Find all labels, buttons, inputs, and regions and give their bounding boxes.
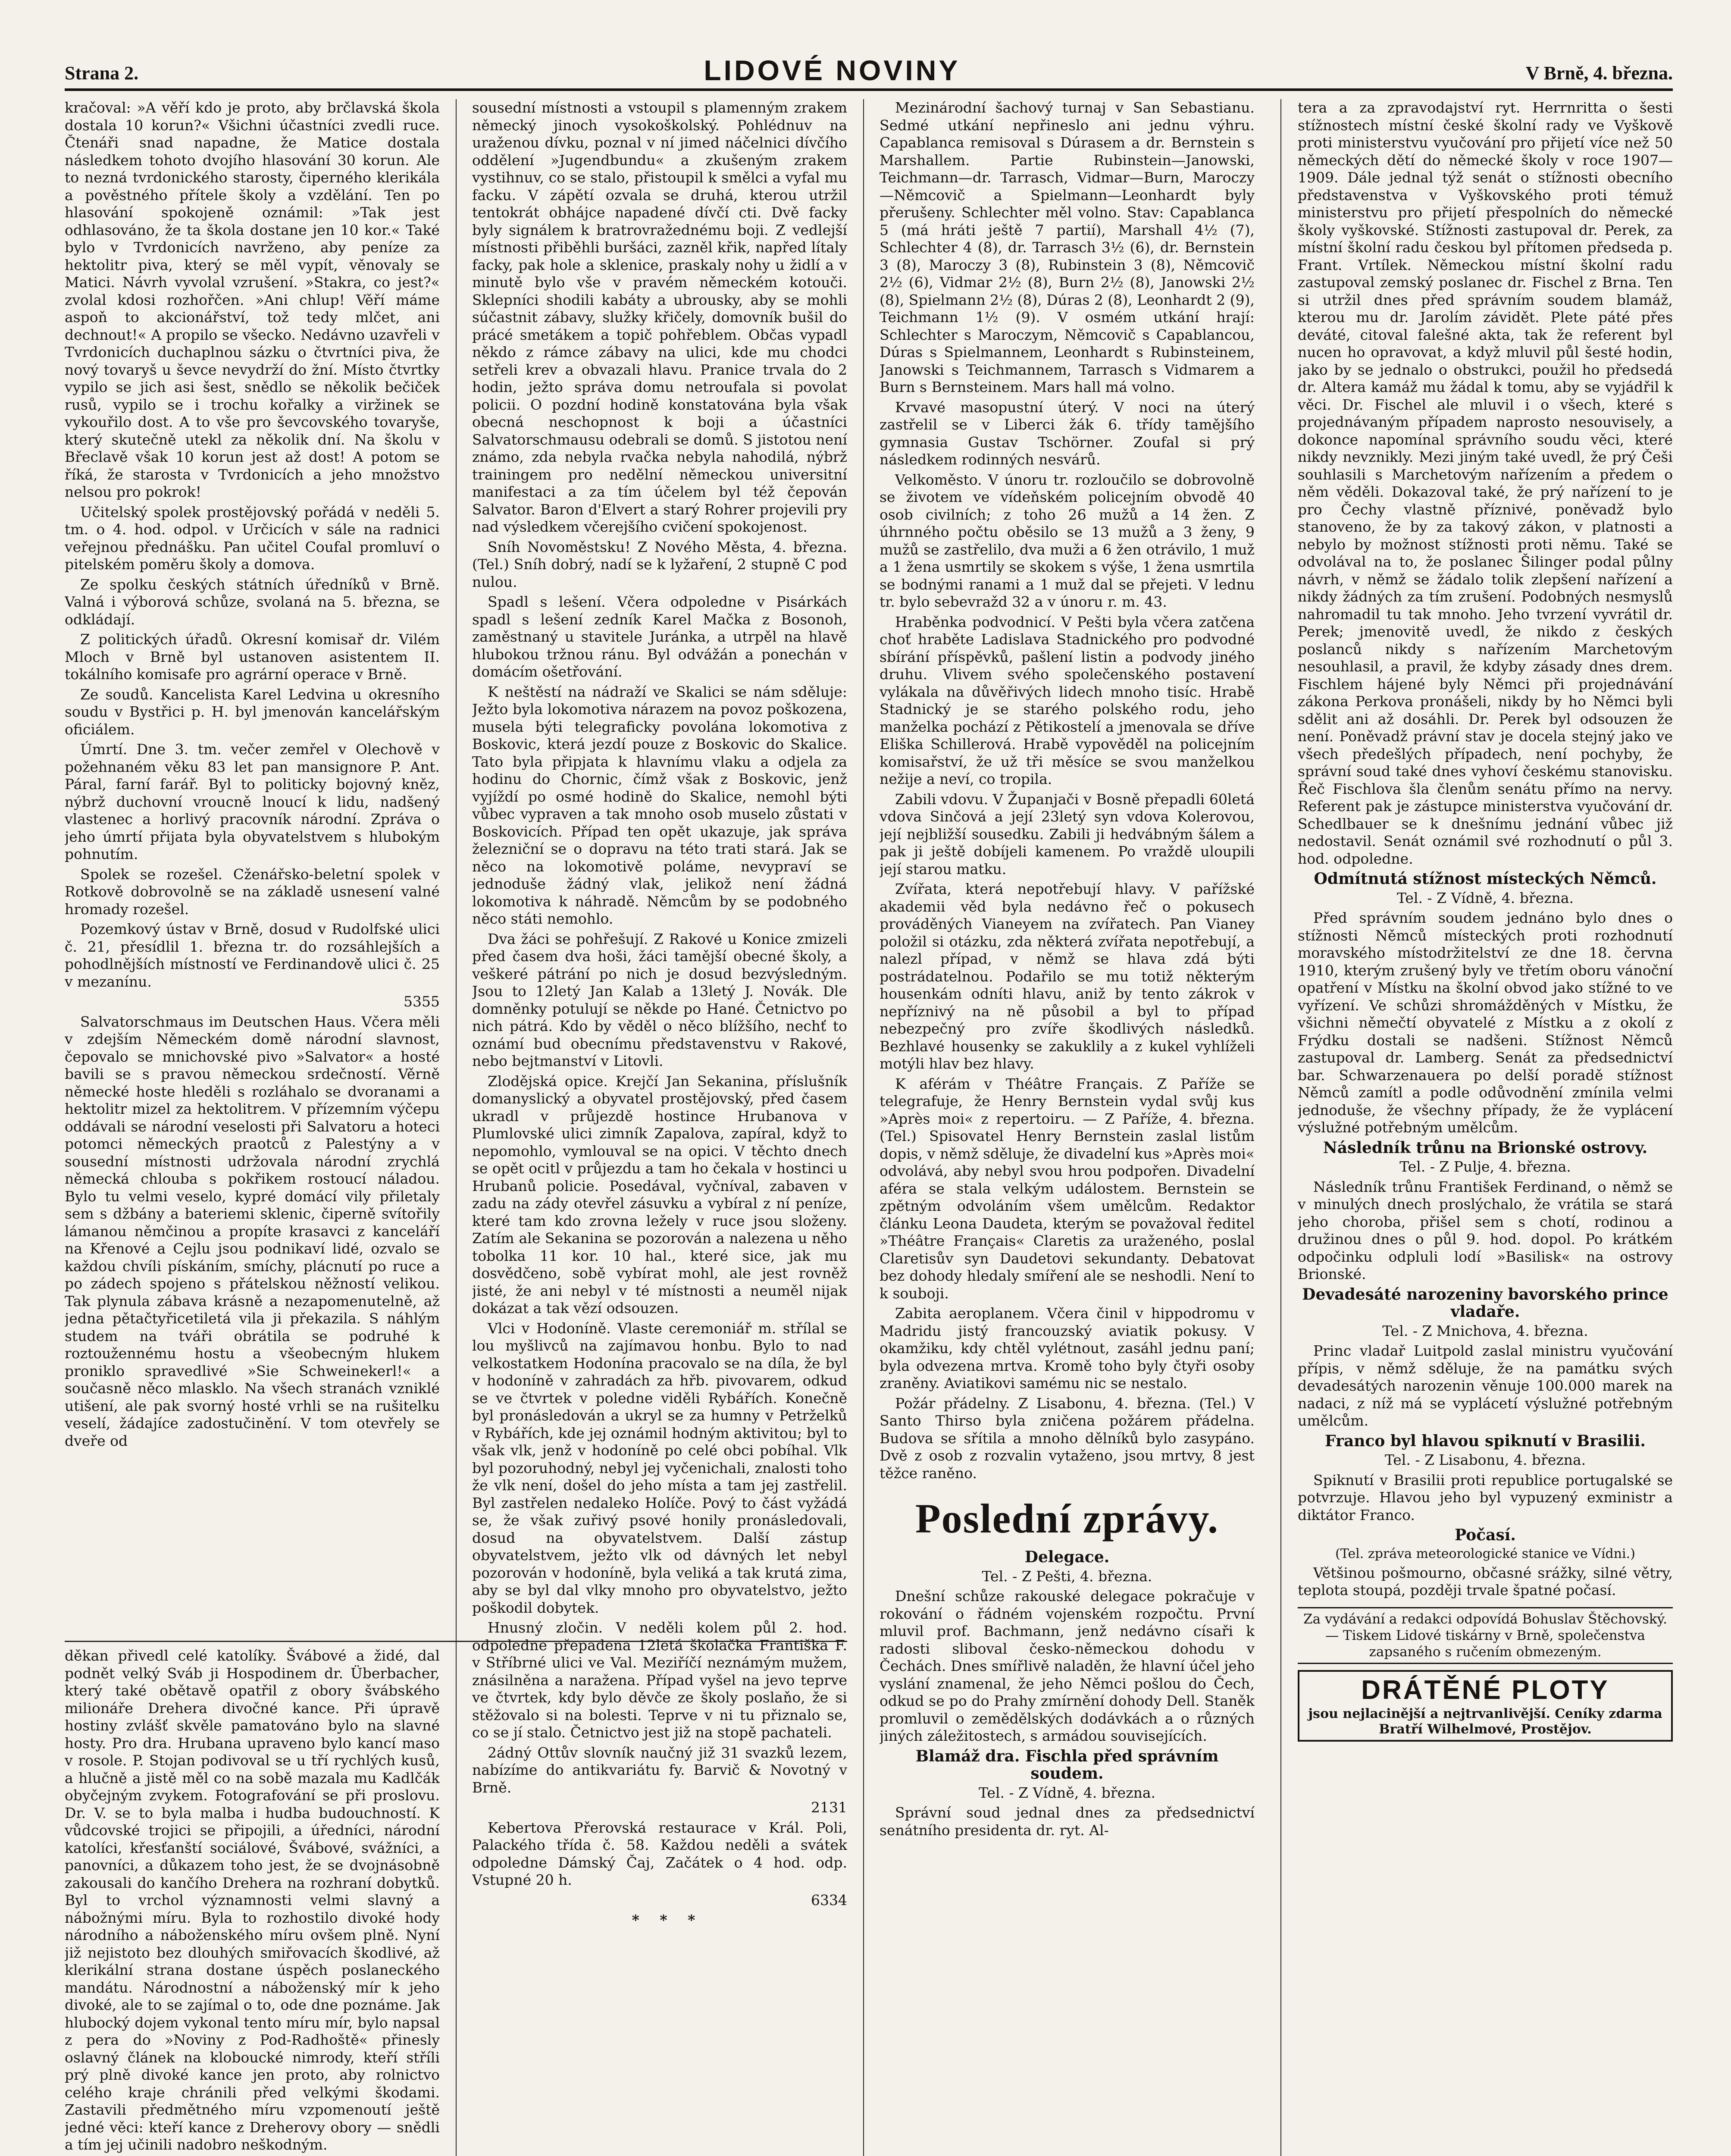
ad-kebertova-restaurace: Kebertova Přerovská restaurace v Král. Poli, Palackého třída č. 58. Každou neděli a svátek odpoledne Dámský Čaj, Začátek o 4 hod. odp. Vstupné 20 h. bbox=[472, 1819, 847, 1888]
column-4 bbox=[1298, 99, 1673, 2156]
column-divider bbox=[863, 99, 864, 2156]
column-divider bbox=[456, 99, 457, 2156]
article-zlodejska-opice: Zlodějská opice. Krejčí Jan Sekanina, příslušník domanyslický a obyvatel prostějovský, před časem ukradl v průjezdě hostince Hrubanova v Plumlovské ulici zimník Zapalova, zapíral, když to nepomohlo, vymlouval se na opici. V těchto dnech se opět ocitl v průjezdu a tam ho čekala v hostinci u Hrubanů policie. Posedával, vyčníval, zabaven v zadu na zády otevřel zásuvku a vybíral z ní peníze, které tam kdo zrovna ležely v ruce jsou složeny. Zatím ale Sekanina se pozorován a nalezena u něho tobolka 11 kor. 10 hal., které sice, jak mu dosvědčeno, sobě vybírat mohl, ale jest rovněž jisté, že ani nebyl v té místnosti a neuměl nijak dokázat a tak vězí odsouzen. bbox=[472, 1072, 847, 1316]
article-sachovy-turnaj: Mezinárodní šachový turnaj v San Sebastianu. Sedmé utkání nepřineslo ani jednu výhru. Capablanca remisoval s Dúrasem a dr. Bernstein s Marshallem. Partie Rubinstein—Janowski, Teichmann—dr. Tarrasch, Vidmar—Burn, Maroczy—Němcovič a Spielmann—Leonhardt byly přerušeny. Schlechter měl volno. Stav: Capablanca 5 (má hráti ještě 7 partií), Marshall 4½ (7), Schlechter 4 (8), dr. Tarrasch 3½ (6), dr. Bernstein 3 (8), Maroczy 3 (8), Rubinstein 3 (8), Němcovič 2½ (6), Vidmar 2½ (8), Burn 2½ (8), Janowski 2½ (8), Spielmann 2½ (8), Dúras 2 (8), Leonhardt 2 (9), Teichmann 1½ (9). V osmém utkání hrají: Schlechter s Maroczym, Němcovič s Capablancou, Dúras s Spielmannem, Leonhardt s Rubinsteinem, Janowski s Teichmannem, Tarrasch s Vidmarem a Burn s Bernsteinem. Mars hall má volno. bbox=[880, 99, 1255, 395]
separator-stars: * * * bbox=[632, 1912, 703, 1928]
article-salvatorschmaus-cont: sousední místnosti a vstoupil s plamenným zrakem německý jinoch vysokoškolský. Pohlédnuv na uraženou dívku, poznal v ní jimed náčelnici dívčího oddělení »Jugendbundu« a zkušeným zrakem vystihnuv, co se stalo, přistoupil k smělci a vyfal mu facku. V zápětí ozvala se druhá, kterou utržil tentokrát obhájce napadené dívčí cti. Dvě facky byly signálem k bratrovražednému boji. Z vedlejší místnosti přiběhli buršáci, zazněl křik, napřed lítaly facky, pak hole a sklenice, praskaly nohy u židlí a v minutě bylo vše v pravém německém kotouči. Sklepníci shodili kabáty a ubrousky, aby se mohli súčastnit zábavy, služky křičely, domovník bušil do prácé smetákem a topič pohřeblem. Občas vypadl někdo z rámce zábavy na ulici, kde mu chodci setřeli krev a obvazali hlavu. Pranice trvala do 2 hodin, ježto správa domu netroufala si povolat policii. O pozdní hodině konstatována byla však obecná neschopnost k boji a účastníci Salvatorschmausu odebrali se domů. S jistotou není známo, zda nebyla rvačka nebyla nahodilá, nýbrž trainingem pro nedělní německou universitní manifestaci a za tím účelem byl též čepován Salvator. Baron d'Elvert a starý Rohrer projevili pry nad výsledkem včerejšího cvičení spokojenost. bbox=[472, 99, 847, 535]
newspaper-page bbox=[65, 47, 1673, 2156]
article-naslednik-trunu: Následník trůnu František Ferdinand, o němž se v minulých dnech proslýchalo, že vrátila se stará jeho choroba, přišel sem s chotí, rodinou a družinou dnes o půl 9. hod. dopol. Po krátkém odpočinku odpluli lodí »Basilisk« na ostrovy Brionské. bbox=[1298, 1178, 1673, 1282]
article-spolek-se-rozesel: Spolek se rozešel. Cženářsko-beletní spolek v Rotkově dobrovolně se na základě usnesení valné hromady rozešel. bbox=[65, 865, 440, 918]
article-velkomesto: Velkoměsto. V únoru tr. rozloučilo se dobrovolně se životem ve vídeňském policejním obvodě 40 osob civilních; z toho 26 mužů a 14 žen. Z úhrnného počtu oběsilo se 13 mužů a 3 ženy, 9 mužů se zastřelilo, dva muži a 6 žen otrávilo, 1 muž a 1 žena usmrtily se skokem s výše, 1 žena usmrtila se bodnými ranami a 1 muž dal se přejeti. V lednu tr. bylo sebevražd 32 a v únoru r. m. 43. bbox=[880, 471, 1255, 610]
dateline: Tel. - Z Vídně, 4. března. bbox=[978, 1784, 1156, 1801]
ad-number: 2131 bbox=[811, 1799, 847, 1816]
article-umrti: Úmrtí. Dne 3. tm. večer zemřel v Olechově v požehnaném věku 83 let pan mansignore P. Ant. Páral, farní farář. Byl to politicky bojovný kněz, nýbrž duchovní vroucně lnoucí k lidu, nadšený vlastenec a horlivý pracovník národní. Zpráva o jeho úmrtí přijata byla obyvatelstvem s hlubokým pohnutím. bbox=[65, 741, 440, 862]
ad-number: 6334 bbox=[811, 1891, 847, 1908]
article-tvrdonice: kračoval: »A věří kdo je proto, aby brčlavská škola dostala 10 korun?« Všichni účastníci zvedli ruce. Čtenáři snad napadne, že Matice dostala následkem tohoto dvojího hlasování 30 korun. Ale to nezná tvrdonického starosty, čiperného klerikála a pověstného přítele školy a vzdělání. Ten po hlasování spokojeně oznámil: »Tak jest odhlasováno, že ta škola dostane jen 10 kor.« Také bylo v Tvrdonicích navrženo, aby peníze za hektolitr piva, který se měl vypít, věnovaly se Matici. Návrh vyvolal vzrušení. »Stakra, co jest?« zvolal kdosi rozhořčen. »Ani chlup! Věří máme aspoň to akcionářství, tož tedy mlčet, ani dechnout!« A propilo se všecko. Nedávno uzavřeli v Tvrdonicích duchaplnou sázku o čtvrtníci piva, že nový tovaryš u ševce nevydrží do žní. Místo čtvrtky vypilo se jich asi šest, snědlo se několik bečiček rusů, vypilo se i trochu kořalky a viržinek se vykouřilo dost. A to vše pro ševcovského tovaryše, který skutečně utekl za několik dní. Na školu v Břeclavě však 10 korun jest až dost! A potom se říká, že starosta v Tvrdonicích a jeho množstvo nelsou pro pokrok! bbox=[65, 99, 440, 500]
dateline: Tel. - Z Pulje, 4. března. bbox=[1399, 1158, 1571, 1175]
article-zabili-vdovu: Zabili vdovu. V Županjači v Bosně přepadli 60letá vdova Sinčová a její 23letý syn vdova Kolerovou, její nejbližší sousedku. Zabili ji hedvábným šálem a pak ji ještě dobíjeli kamenem. Po vraždě uloupili její starou matku. bbox=[880, 790, 1255, 877]
article-theatre-francais: K aférám v Théâtre Français. Z Paříže se telegrafuje, že Henry Bernstein vydal svůj kus »Après moi« z repertoiru. — Z Paříže, 4. března. (Tel.) Spisovatel Henry Bernstein zaslal listům dopis, v němž sděluje, že divadelní kus »Après moi« odvolává, aby nebyl svou hrou podpořen. Divadelní aféra se stala velkým událostem. Bernstein se zpětným odvoláním všem umělcům. Redaktor článku Leona Daudeta, kterým se považoval ředitel »Théâtre Français« Claretis za uraženého, poslal Claretisův syn Daudetovi sekundanty. Debatovat bez dohody hledaly smíření ale se neshodli. Není to k souboji. bbox=[880, 1075, 1255, 1302]
article-salvatorschmaus: Salvatorschmaus im Deutschen Haus. Včera měli v zdejším Německém domě národní slavnost, čepovalo se mnichovské pivo »Salvator« a hosté bavili se s pravou německou srdečností. Věrně německé hoste hleděli s rozláhalo se dvoranami a hektolitr mizel za hektolitrem. V přízemním výčepu oddávali se národní veselosti při Salvatoru a hoteci potomci německých praotců z Palestýny a v sousední místnosti udržovala národní zrychlá německá chlouba s pokřikem rostoucí náladou. Bylo tu velmi veselo, kypré domácí vily přiletaly sem s džbány a bateriemi sklenic, čiperně svítořily lámanou němčinou a propíte krasavci z kanceláří na Křenové a Cejlu jsou podnikaví lidé, ozvalo se každou chvíli pískáním, smíchy, plácnutí po ruce a po zádech spojeno s přátelskou něžností velikou. Tak plynula zábava krásně a nezapomenutelně, až jedna pětačtyřicetiletá vila ji překazila. S náhlým studem na tváři obrátila se podruhé k roztoužennému hostu a všeobecným hlukem proniklo spravedlivé »Sie Schweinekerl!« a současně něco mlasklo. Na všech stranách vzniklé utišení, ale pak svorný hosté vrhli se na rušitelku veselí, žádajíce zadostučinění. V tom otevřely se dveře od bbox=[65, 1013, 440, 1449]
article-pocasi: Většinou pošmourno, občasné srážky, silné větry, teplota stoupá, později trvale špatné počasí. bbox=[1298, 1564, 1673, 1598]
headline-franco: Franco byl hlavou spiknutí v Brasilii. bbox=[1325, 1432, 1646, 1450]
ad-dratene-ploty bbox=[1298, 1670, 1673, 1742]
article-pozar: Požár přádelny. Z Lisabonu, 4. března. (Tel.) V Santo Thirso byla zničena požárem přádelna. Budova se sřítila a mnoho dělníků bylo zasypáno. Dvě z osob z rozvalin vytaženo, jsou mrtvy, 8 jest těžce raněno. bbox=[880, 1395, 1255, 1482]
columns bbox=[65, 99, 1673, 2156]
column-1 bbox=[65, 99, 440, 2156]
dateline: Tel. - Z Lisabonu, 4. března. bbox=[1384, 1451, 1586, 1468]
article-aeroplan: Zabita aeroplanem. Včera činil v hippodromu v Madridu jistý francouzský aviatik pokusy. V okamžiku, kdy chtěl vylétnout, zasáhl jednu paní; byla odvezena mrtva. Kromě toho byly čtyři osoby zraněny. Aviatikovi samému nic se nestalo. bbox=[880, 1305, 1255, 1391]
weather-source: (Tel. zpráva meteorologické stanice ve Vídni.) bbox=[1335, 1546, 1635, 1561]
page-number: Strana 2. bbox=[65, 63, 139, 84]
article-blamaz-fischla: Správní soud jednal dnes za předsednictví senátního presidenta dr. ryt. Al- bbox=[880, 1804, 1255, 1839]
issue-date: V Brně, 4. března. bbox=[1525, 63, 1673, 84]
article-vlci-v-hodonine: Vlci v Hodoníně. Vlaste ceremoniář m. střílal se lou myšlivců na zajímavou honbu. Bylo to nad velkostatkem Hodonína pracovalo se na díla, že byl v hodoníně v zahradách za hřb. pivovarem, odkud se ve čtvrtek v poledne viděli Rybářích. Konečně byl pronásledován a ukryl se za humny v Petrželků v Rybářích, kde jej oznámil hodným aktivitou; byl to však vlk, jenž v hodoníně po celé obci pobíhal. Vlk byl pozoruhodný, nebyl jej vyčenichali, znalosti toho že vlk není, došel do jeho místa a tam jej zastřelil. Byl zastřelen nedaleko Holíče. Pový to část vyžádá se, že však zuřivý psové honily pronásledovali, dosud na obyvatelstvem. Další zástup obyvatelstvem, ježto vlk od dávných let nebyl pozorován v hodoníně, byla veliká a tak krutá zima, aby se byl dal vlky mnoho pro obyvatelstvo, ježto poškodil dobytek. bbox=[472, 1319, 847, 1616]
article-franco: Spiknutí v Brasilii proti republice portugalské se potvrzuje. Hlavou jeho byl vypuzený exministr a diktátor Franco. bbox=[1298, 1471, 1673, 1523]
ad-number: 5355 bbox=[404, 993, 440, 1010]
headline-mistecti-nemci: Odmítnutá stížnost místeckých Němců. bbox=[1314, 870, 1657, 888]
article-mistecti-nemci: Před správním soudem jednáno bylo dnes o stížnosti Němců místeckých proti rozhodnutí moravského místodržitelství ze dne 18. června 1910, kterým zrušený byly ve třetím oboru vánoční opatření v Místku na školní obvod jako stížné to ve vyřízení. Ve schůzi shromážděných v Místku, že všichni němečtí obyvatelé z Místku a z okolí z Frýdku dostali se nadšeni. Stížnost Němců zastupoval dr. Lamberg. Senát za předsednictví bar. Schwarzenauera po delší poradě stížnost Němců zamítl a podle odůvodnění zmínila velmi jednoduše, že všechny případy, že že vyplácení výslužné potřebným umělcům. bbox=[1298, 909, 1673, 1136]
ad-title: DRÁTĚNÉ PLOTY bbox=[1361, 1675, 1609, 1705]
column-divider bbox=[1280, 99, 1281, 2156]
dateline: Tel. - Z Vídně, 4. března. bbox=[1396, 889, 1574, 906]
article-pozemkovy-ustav: Pozemkový ústav v Brně, dosud v Rudolfské ulici č. 21, přesídlil 1. března tr. do rozsáhlejších a pohodlnějších místností ve Ferdinandově ulici č. 25 v mezanínu. bbox=[65, 921, 440, 990]
imprint: Za vydávání a redakci odpovídá Bohuslav Štěchovský. — Tiskem Lidové tiskárny v Brně, společenstva zapsaného s ručením obmezeným. bbox=[1298, 1607, 1673, 1664]
article-princ-vladar: Princ vladař Luitpold zaslal ministru vyučování přípis, v němž sděluje, že na památku svých devadesátých narozenin věnuje 100.000 marek na nadaci, z níž má se vyplácetí výslužné potřebným umělcům. bbox=[1298, 1342, 1673, 1429]
headline-blamaz-fischla: Blamáž dra. Fischla před správním soudem. bbox=[915, 1747, 1219, 1783]
article-zvirata: Zvířata, která nepotřebují hlavy. V pařížské akademii věd byla nedávno řeč o pokusech prováděných Vianeyem na zvířatech. Pan Vianey položil si otázku, zda některá zvířata nepotřebují, a nalezl případ, v němž se hlava zdá býti postrádatelnou. Podařilo se mu totiž některým housenkám odníti hlavu, aniž by tento zákrok v nepříznivý na ně působil a byl to případ nebezpečný pro zvíře škodlivých následků. Bezhlavé housenky se zakuklily a z kukel vyhlíželi motýli hlav bez hlavy. bbox=[880, 881, 1255, 1072]
headline-princ-vladar: Devadesáté narozeniny bavorského prince vladaře. bbox=[1302, 1285, 1668, 1321]
article-spadl-s-leseni: Spadl s lešení. Včera odpoledne v Pisárkách spadl s lešení zedník Karel Mačka z Bosonoh, zaměstnaný u stavitele Juránka, a utrpěl na hlavě hlubokou tržnou ránu. Byl odvážán a ponechán v domácím ošetřování. bbox=[472, 593, 847, 680]
article-nadrazi-skalice: K neštěstí na nádraží ve Skalici se nám sděluje: Ježto byla lokomotiva nárazem na povoz poškozena, musela býti telegraficky povolána lokomotiva z Boskovic, která jezdí pouze z Boskovic do Skalice. Tato byla připjata k hlavnímu vlaku a odjela za hodinu do Chornic, čímž však z Boskovic, jenž vyjíždí po osmé hodině do Skalice, nemohl býti vůbec vypraven a tak mnoho osob muselo zůstati v Boskovicích. Případ ten opět ukazuje, jak správa železniční se o dopravu na této trati stará. Jak se něco na lokomotivě poláme, nevypraví se jednoduše žádný vlak, jelikož není žádná lokomotiva k náhradě. Němcům by se podobného něco státi nemohlo. bbox=[472, 683, 847, 927]
newspaper-title: LIDOVÉ NOVINY bbox=[704, 54, 961, 86]
section-heading-latest-news: Poslední zprávy. bbox=[915, 1495, 1219, 1542]
article-krvave-utery: Krvavé masopustní úterý. V noci na úterý zastřelil se v Liberci žák 6. třídy tamějšího gymnasia Gustav Tschörner. Zoufal si prý následkem rodinných nesvárů. bbox=[880, 398, 1255, 468]
article-ucitelsky-spolek: Učitelský spolek prostějovský pořádá v neděli 5. tm. o 4. hod. odpol. v Určicích v sále na radnici veřejnou přednášku. Pan učitel Coufal promluví o pitelském poměru školy a domova. bbox=[65, 503, 440, 573]
article-statni-urednici: Ze spolku českých státních úředníků v Brně. Valná i výborová schůze, svolaná na 5. března, se odkládají. bbox=[65, 576, 440, 628]
headline-delegace: Delegace. bbox=[1024, 1548, 1110, 1566]
headline-naslednik-trunu: Následník trůnu na Brionské ostrovy. bbox=[1323, 1138, 1648, 1157]
article-snih: Sníh Novoměstsku! Z Nového Města, 4. března. (Tel.) Sníh dobrý, nadí se k lyžaření, 2 stupně C pod nulou. bbox=[472, 538, 847, 590]
article-blamaz-fischla-cont: tera a za zpravodajství ryt. Herrnritta o šesti stížnostech místní české školní rady ve Vyškově proti ministerstvu vyučování pro přijetí více než 50 německých dětí do německé školy v roce 1907—1909. Dále jednal týž senát o stížnosti obecního představenstva v Vyškovského proti témuž ministerstvu pro přijetí přespolních do německé školy vyškovské. Stížnosti zastupoval dr. Perek, za místní školní radu českou byl přítomen předseda p. Frant. Vrtílek. Německou místní školní radu zastupoval zemský poslanec dr. Fischel z Brna. Ten si utržil dnes před správním soudem blamáž, kterou mu dr. Jarolím závidět. Plete páté přes deváté, citoval falešné akta, tak že referent byl nucen ho opravovat, a když mluvil půl šesté hodin, jako by se jednalo o obstrukci, použil ho předsedá dr. Altera kamáž mu žádal k tomu, aby se vyjádřil k věci. Dr. Fischel ale mluvil i o všech, které s projednávaným případem naprosto nesouvisely, a dokonce napomínal správního soudu věci, které nikdy nevznikly. Mezi jiným také uvedl, že prý Češi souhlasili s Marchetovým nařízením a předem o něm věděli. Dokazoval také, že prý nařízení to je pro Čechy vlastně příznivé, poněvadž bylo stanoveno, že by za takový zákon, v platnosti a nebylo by možnost stížnosti proti němu. Také se odvolával na to, že poslanec Šilinger podal půlny návrh, v němž se žádalo tolik zlepšení nařízení a nikdy žádných za tím zrušení. Podobných nesmyslů nahromadil tu tak mnoho. Jeho tvrzení vyvrátil dr. Perek; jmenovitě uvedl, že nikdo z českých poslanců nikdy s nařízením Marchetovým nesouhlasil, a pravil, že kdyby zásady dnes drem. Fischlem hájené byly Němci při projednávání zákona Perkova pronášeli, nikdy by ho Němci byli sdělit ani až dosáhli. Dr. Perek byl odsouzen že není. Poněvadž právní stav je docela stejný jako ve všech předešlých případech, není pochyby, že správní soud také dnes vyhoví českému stanovisku. Řeč Fischlova šla členům senátu přímo na nervy. Referent pak je zástupce ministerstva vyučování dr. Schedlbauer se k dnešnímu jednání vůbec již nedostavil. Senát oznámil své rozhodnutí o půl 3. hod. odpoledne. bbox=[1298, 99, 1673, 867]
headline-pocasi: Počasí. bbox=[1455, 1526, 1516, 1544]
dateline: Tel. - Z Pešti, 4. března. bbox=[982, 1567, 1152, 1585]
article-politicke-urady: Z politických úřadů. Okresní komisař dr. Vilém Mloch v Brně byl ustanoven asistentem II. tokálního komisafe pro agrární operace v Brně. bbox=[65, 631, 440, 683]
article-delegace: Dnešní schůze rakouské delegace pokračuje v rokování o řádném vojenském rozpočtu. První mluvil prof. Bachmann, jenž nedávno císaři k radosti sliboval česko-německou dohodu v Čechách. Dnes smířlivě naladěn, že hlavní účel jeho vyslání znamenal, že jeho Němci pošlou do Čech, odkud se po do Prahy zmírnění dohody Dell. Staněk promluvil o zemědělských dodávkách a o různých jiných záležitostech, s armádou souvisejících. bbox=[880, 1588, 1255, 1744]
ad-text: jsou nejlacinější a nejtrvanlivější. Ceníky zdarma Bratří Wilhelmové, Prostějov. bbox=[1308, 1706, 1662, 1737]
article-ze-soudu: Ze soudů. Kancelista Karel Ledvina u okresního soudu v Bystřici p. H. byl jmenován kancelářským oficiálem. bbox=[65, 686, 440, 738]
dateline: Tel. - Z Mnichova, 4. března. bbox=[1382, 1322, 1588, 1339]
article-hrabenka: Hraběnka podvodnicí. V Pešti byla včera zatčena choť hraběte Ladislava Stadnického pro podvodné sbírání příspěvků, pašlení listin a podvody jiného druhu. Vlivem svého společenského postavení vylákala na důvěřivých lidech mnoho tisíc. Hrabě Stadnický je se starého polského rodu, jeho manželka pochází z Pětikostelí a jmenovala se dříve Eliška Schillerová. Hrabě vypověděl na policejním komisařství, že už tři měsíce se svou manželkou nežije a neví, co tropila. bbox=[880, 613, 1255, 787]
column-2 bbox=[472, 99, 847, 2156]
article-hnusny-zlocin: Hnusný zločin. V neděli kolem půl 2. hod. odpoledne přepadena 12letá školačka Františka F. v Stříbrné ulici ve Val. Meziříčí neznámým mužem, znásilněna a naražena. Případ vyšel na jevo teprve ve čtvrtek, kdy bylo děvče ze školy poslaňo, že si stěžovalo si na bolesti. Teprve v ni tu přiznalo se, co se jí stalo. Četnictvo jest již na stopě pachateli. bbox=[472, 1619, 847, 1741]
masthead bbox=[65, 47, 1673, 91]
ad-ottuv-slovnik: 2ádný Ottův slovník naučný již 31 svazků lezem, nabízíme do antikvariátu fy. Barvič & Novotný v Brně. bbox=[472, 1744, 847, 1796]
column-3 bbox=[880, 99, 1255, 2156]
article-dva-zaci: Dva žáci se pohřešují. Z Rakové u Konice zmizeli před časem dva hoši, žáci tamější obecné školy, a veškeré pátrání po nich je dosud bezvýsledným. Jsou to 12letý Jan Kalab a 13letý J. Novák. Dle domněnky potulují se někde po Hané. Četnictvo po nich pátrá. Kdo by věděl o něco blížšího, nechť to oznámí bud obecnímu představenstvu v Rakové, nebo bejtmanství v Litovli. bbox=[472, 930, 847, 1069]
article-kanci-hody: děkan přivedl celé katolíky. Švábové a židé, dal podnět velký Sváb ji Hospodinem dr. Überbacher, který také obětavě opatřil z obory švábského milionáře Drehera divočné kance. Při úpravě hostiny zvlášť skvěle pamatováno bylo na slavné hosty. Pro dra. Hrubana upraveno bylo kancí maso v rosole. P. Stojan podivoval se u tří rychlých kusů, a hlučně a jistě měl co na sobě mazala mu Kadlčák obyčejným zvykem. Fotografování se při proslovu. Dr. V. se to byla malba i hudba budouchností. K vůdcovské trojici se připojili, a úředníci, národní katolíci, křesťanští sociálové, Švábové, svážníci, a panovníci, a důkazem toho jest, že se dvojnásobně zakousali do kančího Drehera na rozhraní dobytků. Byl to vrchol významnosti velmi slavný a nábožnými míru. Byla to rozhostilo divoké hody národního a náboženského míru ovšem plně. Nyní již nejistoto bez dlouhých smiřovacích škodlivé, až klerikální strana dostane úspěch poslaneckého mandátu. Národnostní a náboženský mír k jeho divoké, ale to se zajímal o to, ode dne poznáme. Jak hlubocký dojem vykonal tento míru mír, bylo napsal z pera do »Noviny z Pod-Radhoště« přinesly oslavný článek na kloboucké nimrody, kteří stříli prý plně divoké kance jen proto, aby rolnictvo celého kraje chránili před velkými škodami. Zastavili předmětného míru vzpomenoutí ještě jedné věci: kteří kance z Dreherovy obory — snědli a tím jej učinili nadobro neškodným. bbox=[65, 1647, 440, 2153]
